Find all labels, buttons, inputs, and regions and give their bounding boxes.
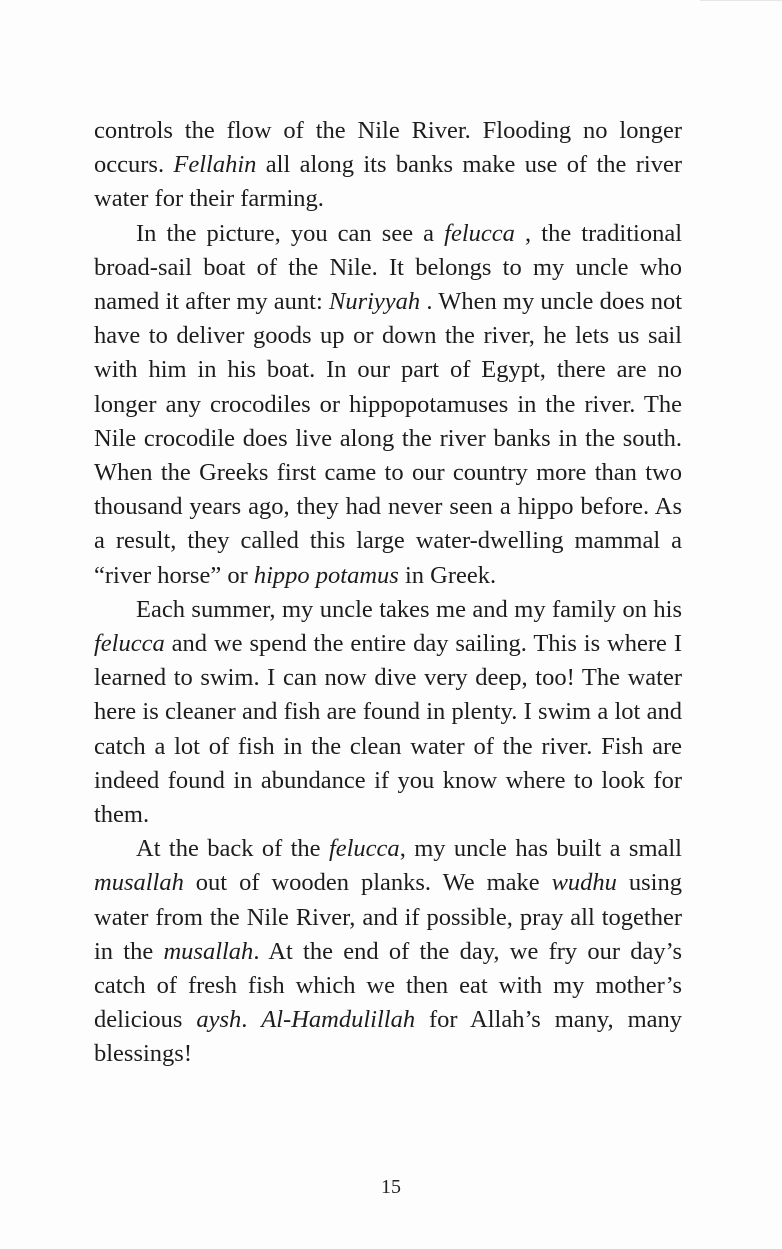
paragraph: [94, 114, 682, 217]
italic-term: Fellahin: [173, 151, 257, 179]
text-run: in Greek.: [398, 561, 497, 589]
scan-edge-line: [700, 0, 782, 1]
body-text: [94, 114, 682, 1072]
text-run: controls the flow of the Nile River. Flooding no longer occurs.: [94, 117, 682, 179]
text-run: using water from the Nile River, and if possible, pray all together in the: [94, 869, 682, 965]
italic-term: hippo potamus: [253, 561, 399, 589]
text-run: In the picture, you can see a: [136, 219, 445, 247]
text-run: . At the end of the day, we fry our day’s catch of fresh fish which we then eat with my mother’s delicious: [94, 937, 682, 1034]
italic-term: aysh: [196, 1006, 242, 1034]
paragraph: [94, 593, 682, 832]
text-run: and we spend the entire day sailing. This is where I learned to swim. I can now dive very deep, too! The water here is cleaner and fish are found in plenty. I swim a lot and catch a lot of fish in the clean water of the river. Fish are indeed found in abundance if you know where to look for them.: [94, 630, 682, 829]
text-run: , my uncle has built a small: [399, 835, 682, 863]
italic-term: felucca: [444, 219, 515, 247]
italic-term: musallah: [94, 869, 184, 897]
text-run: . When my uncle does not have to deliver goods up or down the river, he lets us sail with him in his boat. In our part of Egypt, there are no longer any crocodiles or hippopotamuses in the river. The Nile crocodile does live along the river banks in the south. When the Greeks first came to our country more than two thousand years ago, they had never seen a hippo before. As a result, they called this large water-dwelling mammal a “river horse” or: [94, 288, 682, 589]
paragraph: [94, 217, 682, 593]
text-run: for Allah’s many, many blessings!: [94, 1006, 682, 1068]
text-run: all along its banks make use of the river water for their farming.: [94, 151, 682, 213]
italic-term: felucca: [94, 630, 165, 658]
italic-term: wudhu: [551, 869, 617, 897]
text-run: At the back of the: [136, 835, 329, 863]
italic-term: Nuriyyah: [328, 288, 421, 316]
text-run: out of wooden planks. We make: [183, 869, 552, 897]
italic-term: Al-Hamdulillah: [261, 1006, 416, 1034]
text-run: .: [241, 1006, 262, 1034]
page-number: 15: [381, 1176, 401, 1198]
text-run: Each summer, my uncle takes me and my family on his: [136, 595, 682, 623]
italic-term: musallah: [163, 937, 254, 965]
italic-term: felucca: [328, 835, 400, 863]
text-run: , the traditional broad-sail boat of the Nile. It belongs to my uncle who named it after my aunt:: [94, 219, 682, 316]
paragraph: [94, 832, 682, 1071]
